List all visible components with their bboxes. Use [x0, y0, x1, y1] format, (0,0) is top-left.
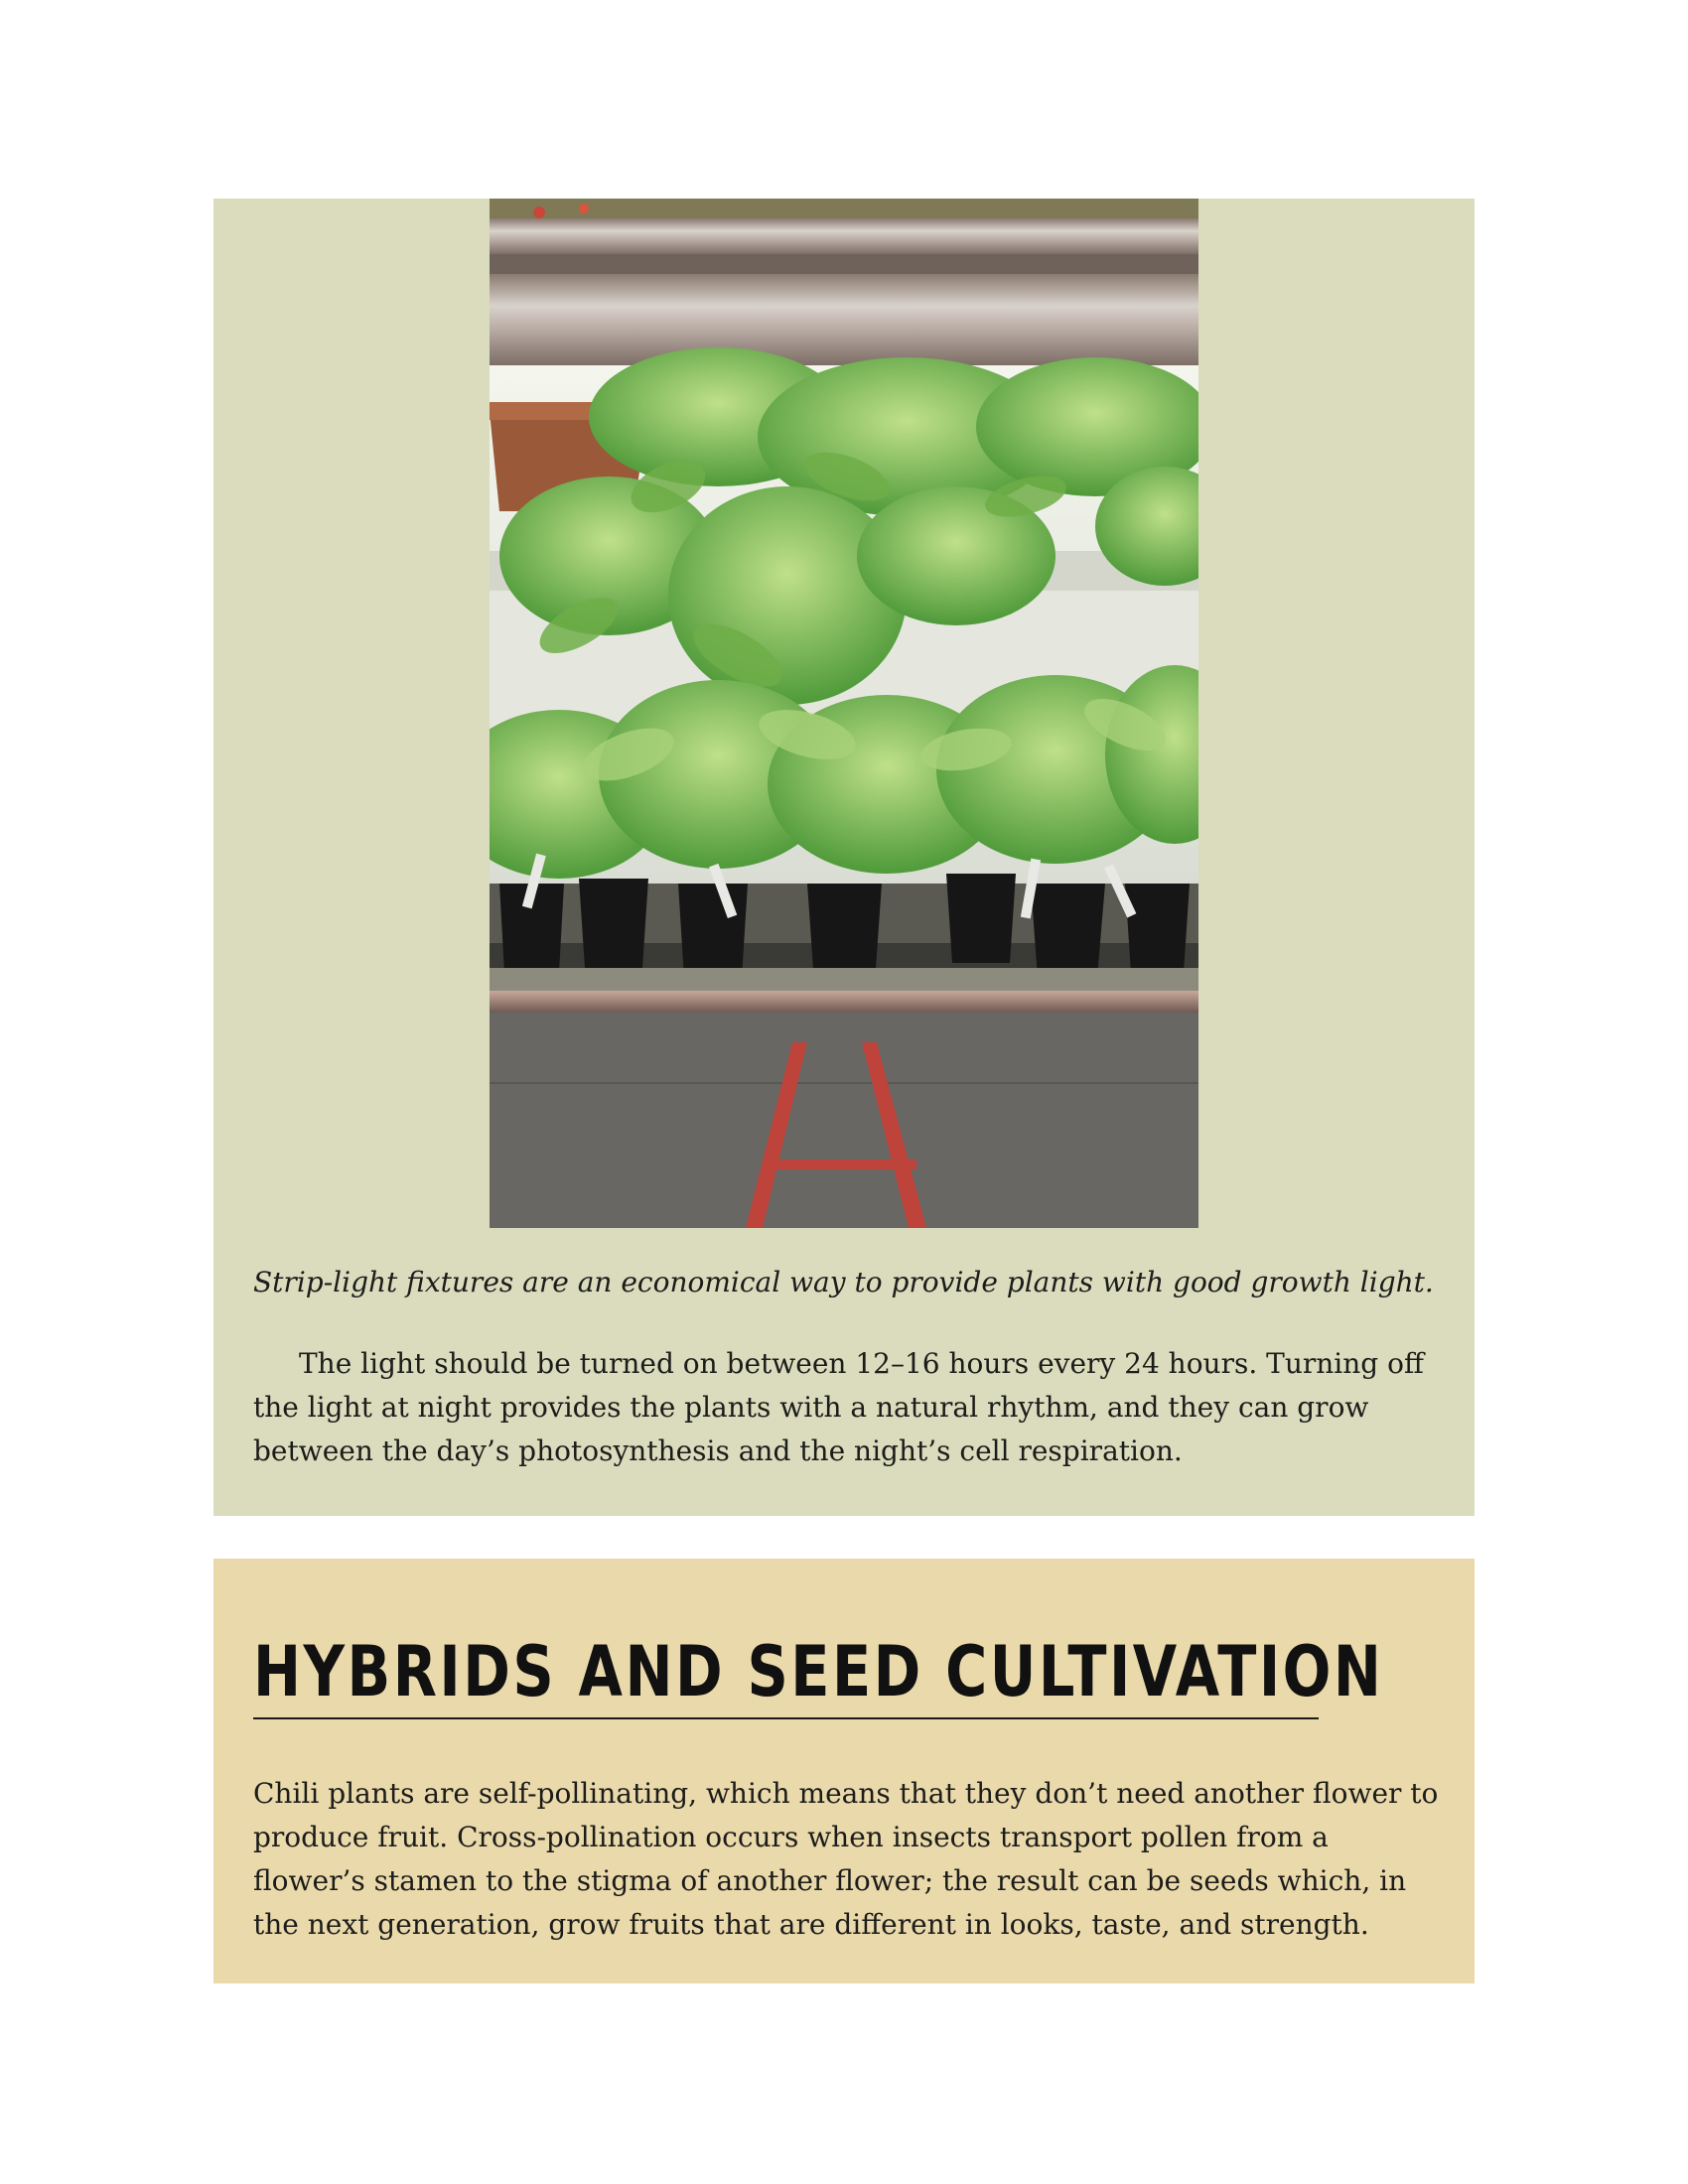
paragraph-line: The light should be turned on between 12–16 hours every 24 hours. Turning off: [299, 1347, 1424, 1380]
photo-panel: [213, 199, 1475, 1516]
paragraph-line: Chili plants are self-pollinating, which means that they don’t need another flower to: [253, 1777, 1439, 1810]
hybrids-paragraph: [253, 1772, 1455, 1947]
grow-light-seedlings-photo: [490, 199, 1198, 1228]
paragraph-line: the light at night provides the plants with a natural rhythm, and they can grow: [253, 1391, 1369, 1424]
heading-underline: [253, 1717, 1319, 1719]
hybrids-section: [213, 1559, 1475, 1983]
paragraph-line: flower’s stamen to the stigma of another flower; the result can be seeds which, in: [253, 1864, 1407, 1897]
paragraph-line: produce fruit. Cross-pollination occurs when insects transport pollen from a: [253, 1821, 1329, 1853]
paragraph-line: the next generation, grow fruits that are different in looks, taste, and strength.: [253, 1908, 1369, 1941]
photo-caption: Strip-light fixtures are an economical way to provide plants with good growth light.: [253, 1266, 1434, 1298]
section-heading: HYBRIDS AND SEED CULTIVATION: [253, 1631, 1384, 1712]
paragraph-line: between the day’s photosynthesis and the night’s cell respiration.: [253, 1434, 1183, 1467]
light-paragraph: [253, 1342, 1445, 1473]
